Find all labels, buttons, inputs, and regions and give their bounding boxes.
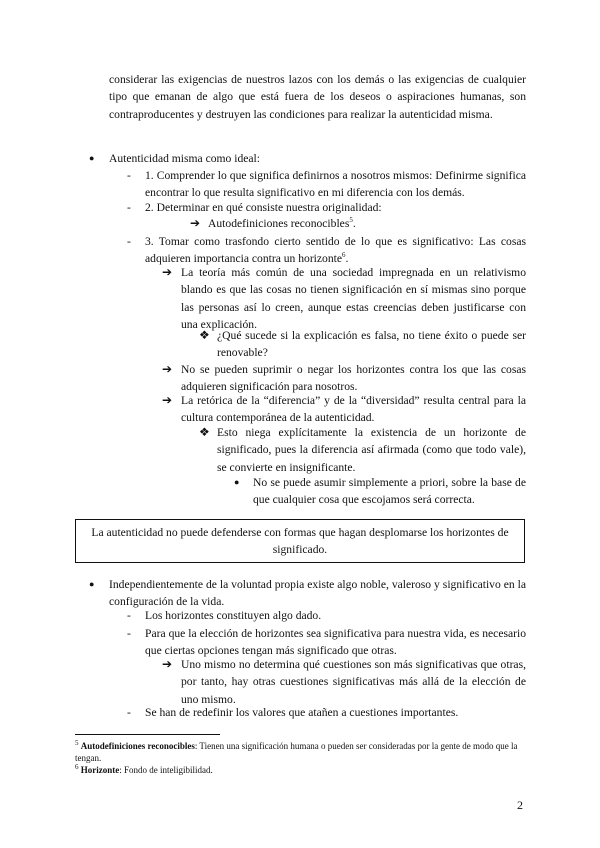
s1-item3-dash: - [127, 235, 131, 248]
footnote-5: $^5$ Autodefiniciones reconocibles: Tienen una significación humana o pueden ser consideradas por la gente de modo que la tengan. [75, 739, 518, 763]
s2-item1-dash: - [127, 609, 131, 622]
footnote-5-term: Autodefiniciones reconocibles [80, 741, 195, 751]
footnote-divider [75, 734, 220, 735]
boxed-statement-text: La autenticidad no puede defenderse con formas que hagan desplomarse los horizontes de significado. [91, 526, 509, 556]
s1-arrow2-icon: ➔ [162, 362, 173, 376]
intro-text: considerar las exigencias de nuestros lazos con los demás o las exigencias de cualquier tipo que emanan de algo que está fuera de los deseos o aspiraciones humanas, son contraproducentes y destruyen las condiciones para realizar la autenticidad misma. [109, 73, 526, 121]
footnote-ref-5: 5 [349, 216, 353, 225]
s2-item3-dash: - [127, 706, 131, 719]
s1-item2-arrow-icon: ➔ [190, 216, 201, 230]
s1-arrow3: La retórica de la “diferencia” y de la “diversidad” resulta central para la cultura contemporánea de la autenticidad. [181, 394, 526, 425]
s2-item3: Se han de redefinir los valores que atañen a cuestiones importantes. [145, 706, 459, 719]
autodefiniciones-label: Autodefiniciones reconocibles [208, 217, 350, 230]
s1-arrow3-sub-bullet: ● [234, 477, 240, 487]
s1-item1: 1. Comprender lo que significa definirnos a nosotros mismos: Definirme significa encontrar lo que resulta significativo en mi diferencia con los demás. [145, 169, 526, 200]
s1-arrow2: No se pueden suprimir o negar los horizontes contra los que las cosas adquieren significación para nosotros. [181, 363, 526, 394]
section1-title: Autenticidad misma como ideal: [109, 152, 261, 165]
section1-bullet: ● [89, 153, 95, 163]
intro-paragraph [109, 71, 526, 123]
footnote-6-text: : Fondo de inteligibilidad. [119, 765, 213, 775]
s1-arrow1-sub-icon: ❖ [199, 328, 210, 342]
s2-item1: Los horizontes constituyen algo dado. [145, 609, 322, 622]
section2-bullet: ● [89, 579, 95, 589]
boxed-statement [75, 519, 525, 563]
s2-item2-arrow-icon: ➔ [162, 657, 173, 671]
s1-arrow1-sub: ¿Qué sucede si la explicación es falsa, no tiene éxito o puede ser renovable? [217, 329, 526, 360]
s2-item2: Para que la elección de horizontes sea significativa para nuestra vida, es necesario que ciertas opciones tengan más significado que otras. [145, 627, 526, 658]
s1-item2: 2. Determinar en qué consiste nuestra originalidad: [145, 201, 382, 214]
s1-arrow1-icon: ➔ [162, 265, 173, 279]
footnote-ref-6: 6 [342, 251, 346, 260]
s1-item3-text: 3. Tomar como trasfondo cierto sentido de lo que es significativo: Las cosas adquieren importancia contra un horizonte [145, 235, 526, 266]
page-number: 2 [517, 798, 523, 812]
s1-arrow3-icon: ➔ [162, 393, 173, 407]
s1-arrow3-sub: Esto niega explícitamente la existencia de un horizonte de significado, pues la diferencia así afirmada (como que todo vale), se convierte en insignificante. [217, 426, 526, 474]
footnote-6: $^6$ Horizonte: Fondo de inteligibilidad. [75, 763, 213, 775]
s1-arrow3-sub-item: No se puede asumir simplemente a priori, sobre la base de que cualquier cosa que escojamos será correcta. [253, 476, 526, 507]
s1-item1-dash: - [127, 169, 131, 182]
s1-item3: 3. Tomar como trasfondo cierto sentido de lo que es significativo: Las cosas adquieren importancia contra un horizonte$^6$. [145, 235, 526, 266]
s1-item2-dash: - [127, 201, 131, 214]
footnote-6-term: Horizonte [80, 765, 120, 775]
s2-item2-dash: - [127, 627, 131, 640]
s1-arrow1: La teoría más común de una sociedad impregnada en un relativismo blando es que las cosas no tienen significación en sí mismas sino porque las personas así lo creen, aunque estas creencias deben justificarse con una explicación. [181, 266, 526, 331]
section2-title: Independientemente de la voluntad propia existe algo noble, valeroso y significativo en la configuración de la vida. [109, 578, 526, 609]
s1-arrow3-sub-icon: ❖ [199, 425, 210, 439]
footnote-5-text: : Tienen una significación humana o pueden ser consideradas por la gente de modo que la tengan. [75, 741, 518, 763]
s2-item2-arrow: Uno mismo no determina qué cuestiones son más significativas que otras, por tanto, hay otras cuestiones significativas más allá de la elección de uno mismo. [181, 658, 526, 706]
s1-item2-arrow-text: Autodefiniciones reconocibles$^5$. [208, 216, 356, 230]
